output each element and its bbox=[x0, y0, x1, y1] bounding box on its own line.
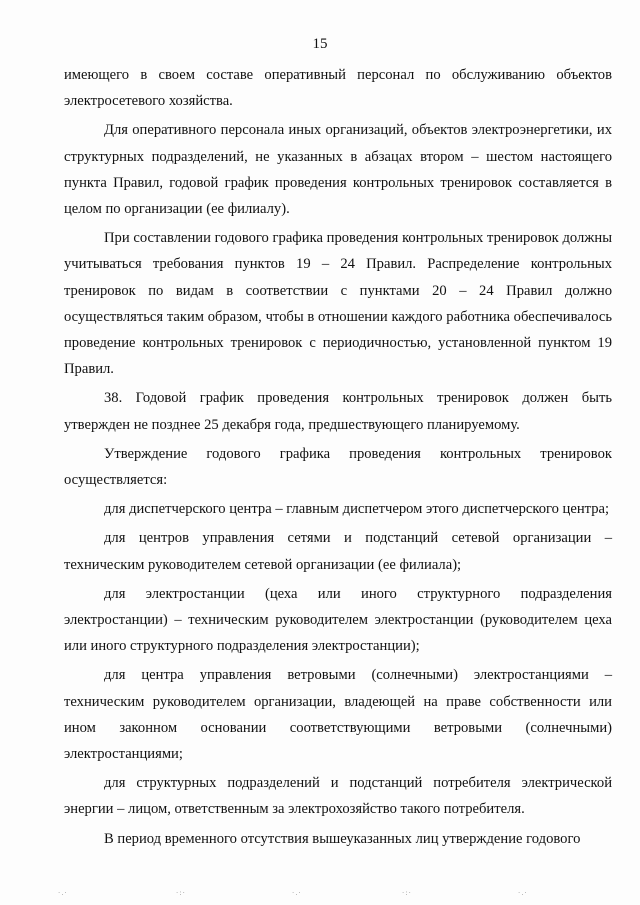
paragraph: 38. Годовой график проведения контрольных тренировок должен быть утвержден не позднее 25 декабря года, предшествующего планируемому. bbox=[64, 390, 612, 433]
paragraph: для диспетчерского центра – главным диспетчером этого диспетчерского центра; bbox=[104, 501, 610, 518]
scan-mark: ·.· bbox=[292, 889, 302, 897]
document-body bbox=[64, 62, 612, 855]
paragraph: Утверждение годового графика проведения контрольных тренировок осуществляется: bbox=[64, 445, 612, 489]
paragraph: для центров управления сетями и подстанций сетевой организации – техническим руководителем сетевой организации (ее филиала); bbox=[64, 530, 612, 573]
paragraph: для структурных подразделений и подстанций потребителя электрической энергии – лицом, ответственным за электрохозяйство такого потребителя. bbox=[64, 775, 612, 818]
paragraph: для электростанции (цеха или иного структурного подразделения электростанции) – техническим руководителем электростанции (руководителем цеха или иного структурного подразделения электростанции); bbox=[64, 585, 612, 655]
scan-footer-marks bbox=[0, 889, 640, 901]
paragraph: В период временного отсутствия вышеуказанных лиц утверждение годового bbox=[104, 830, 581, 847]
paragraph: для центра управления ветровыми (солнечными) электростанциями – техническим руководителем организации, владеющей на праве собственности или ином законном основании соответствующими ветровыми (солнечными) электростанциями; bbox=[64, 667, 612, 763]
scan-mark: ·:· bbox=[176, 889, 186, 897]
page-number: 15 bbox=[312, 36, 328, 52]
paragraph: имеющего в своем составе оперативный персонал по обслуживанию объектов электросетевого хозяйства. bbox=[64, 67, 612, 110]
paragraph: Для оперативного персонала иных организаций, объектов электроэнергетики, их структурных подразделений, не указанных в абзацах втором – шестом настоящего пункта Правил, годовой график проведения контрольных тренировок составляется в целом по организации (ее филиалу). bbox=[64, 122, 612, 218]
scan-mark: ·.· bbox=[518, 889, 528, 897]
scan-mark: ·:· bbox=[402, 889, 412, 897]
scan-mark: ·.· bbox=[58, 889, 68, 897]
paragraph: При составлении годового графика проведения контрольных тренировок должны учитываться требования пунктов 19 – 24 Правил. Распределение контрольных тренировок по видам в соответствии с пунктами 20 – 24 Правил должно осуществляться таким образом, чтобы в отношении каждого работника обеспечивалось проведение контрольных тренировок с периодичностью, установленной пунктом 19 Правил. bbox=[64, 230, 612, 378]
